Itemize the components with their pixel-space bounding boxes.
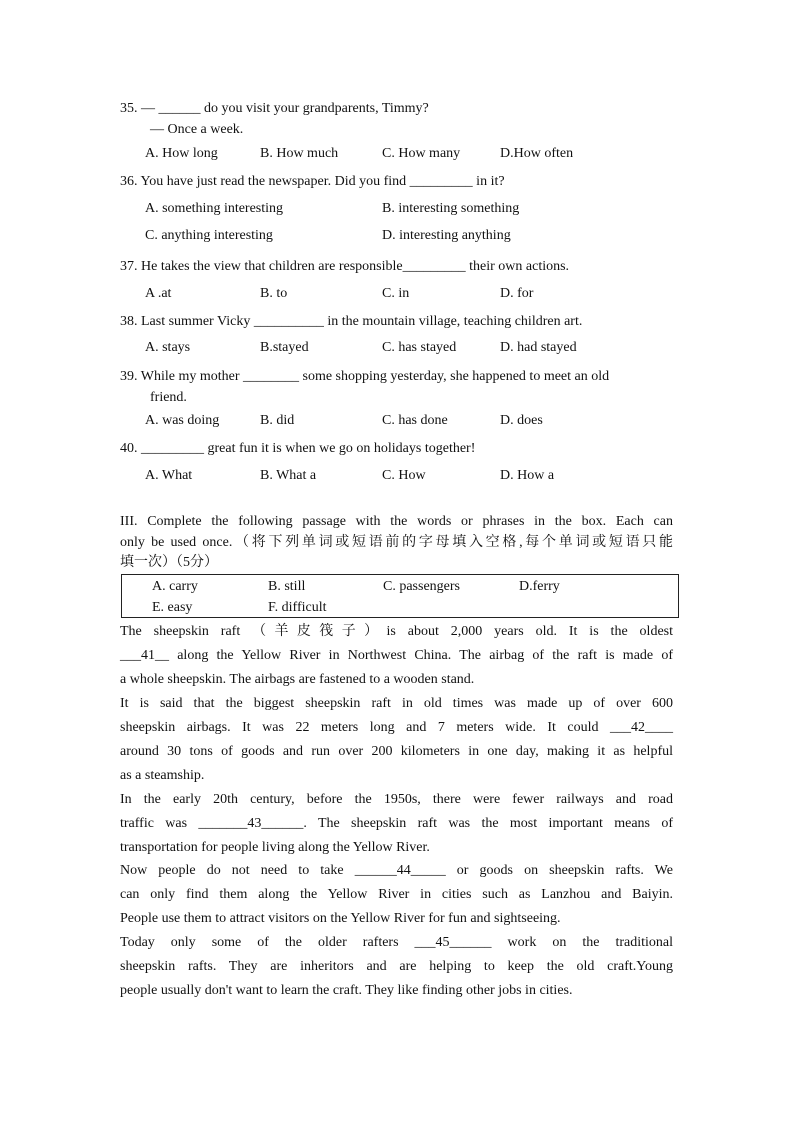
question-36: 36. You have just read the newspaper. Did you find _________ in it? [120, 174, 505, 189]
option-a[interactable]: A. What [145, 468, 193, 483]
options-35 [145, 144, 685, 164]
option-d[interactable]: D. interesting anything [382, 228, 511, 243]
option-d[interactable]: D. does [500, 413, 543, 428]
passage-line: ___41__ along the Yellow River in Northwest China. The airbag of the raft is made of [120, 648, 673, 663]
options-36-row2 [145, 226, 685, 246]
passage-line: sheepskin rafts. They are inheritors and are helping to keep the old craft.Young [120, 959, 673, 974]
section-3-heading: only be used once.（将下列单词或短语前的字母填入空格,每个单词或短语只能 [120, 535, 673, 550]
option-a[interactable]: A. stays [145, 340, 191, 355]
word-box-row [122, 598, 680, 618]
option-c[interactable]: C. anything interesting [145, 228, 273, 243]
option-d[interactable]: D. How a [500, 468, 555, 483]
section-3-heading: III. Complete the following passage with the words or phrases in the box. Each can [120, 514, 673, 529]
passage-line: as a steamship. [120, 768, 205, 783]
options-37 [145, 284, 685, 304]
option-b[interactable]: B. What a [260, 468, 317, 483]
option-c[interactable]: C. has done [382, 413, 448, 428]
word-option-e: E. easy [152, 600, 193, 615]
option-d[interactable]: D. for [500, 286, 534, 301]
option-c[interactable]: C. has stayed [382, 340, 457, 355]
question-text: friend. [150, 390, 187, 405]
options-39 [145, 411, 685, 431]
passage-line: can only find them along the Yellow River in cities such as Lanzhou and Baiyin. [120, 887, 673, 902]
option-a[interactable]: A. was doing [145, 413, 220, 428]
option-b[interactable]: B. How much [260, 146, 339, 161]
word-option-f: F. difficult [268, 600, 327, 615]
question-text: 35. — ______ do you visit your grandparents, Timmy? [120, 101, 429, 116]
passage-line: Now people do not need to take ______44_____ or goods on sheepskin rafts. We [120, 863, 673, 878]
options-36-row1 [145, 199, 685, 219]
word-option-a: A. carry [152, 579, 198, 594]
option-a[interactable]: A. something interesting [145, 201, 284, 216]
question-text: 39. While my mother ________ some shopping yesterday, she happened to meet an old [120, 369, 610, 384]
option-d[interactable]: D. had stayed [500, 340, 577, 355]
question-35 [120, 98, 675, 140]
option-d[interactable]: D.How often [500, 146, 574, 161]
option-a[interactable]: A .at [145, 286, 172, 301]
passage-line: around 30 tons of goods and run over 200 kilometers in one day, making it as helpful [120, 744, 673, 759]
passage-line: It is said that the biggest sheepskin raft in old times was made up of over 600 [120, 696, 673, 711]
option-a[interactable]: A. How long [145, 146, 218, 161]
question-37: 37. He takes the view that children are responsible_________ their own actions. [120, 259, 570, 274]
passage-line: Today only some of the older rafters ___45______ work on the traditional [120, 935, 673, 950]
options-40 [145, 466, 685, 486]
passage-line: People use them to attract visitors on the Yellow River for fun and sightseeing. [120, 911, 561, 926]
passage-line: traffic was _______43______. The sheepskin raft was the most important means of [120, 816, 673, 831]
passage-line: sheepskin airbags. It was 22 meters long and 7 meters wide. It could ___42____ [120, 720, 673, 735]
word-option-d: D.ferry [519, 579, 560, 594]
option-c[interactable]: C. How many [382, 146, 461, 161]
option-b[interactable]: B. interesting something [382, 201, 520, 216]
passage-line: transportation for people living along the Yellow River. [120, 840, 430, 855]
question-38: 38. Last summer Vicky __________ in the mountain village, teaching children art. [120, 314, 583, 329]
passage-line: The sheepskin raft （羊皮筏子）is about 2,000 years old. It is the oldest [120, 624, 673, 639]
word-box [121, 574, 679, 618]
option-c[interactable]: C. How [382, 468, 426, 483]
option-c[interactable]: C. in [382, 286, 410, 301]
word-option-c: C. passengers [383, 579, 460, 594]
passage-line: In the early 20th century, before the 1950s, there were fewer railways and road [120, 792, 673, 807]
question-40: 40. _________ great fun it is when we go on holidays together! [120, 441, 476, 456]
option-b[interactable]: B.stayed [260, 340, 309, 355]
passage-line: people usually don't want to learn the craft. They like finding other jobs in cities. [120, 983, 573, 998]
word-option-b: B. still [268, 579, 306, 594]
options-38 [145, 338, 685, 358]
section-3-heading: 填一次）（5分） [120, 555, 218, 570]
word-box-row [122, 577, 680, 597]
option-b[interactable]: B. to [260, 286, 288, 301]
passage-line: a whole sheepskin. The airbags are fastened to a wooden stand. [120, 672, 475, 687]
question-text: — Once a week. [150, 122, 244, 137]
option-b[interactable]: B. did [260, 413, 295, 428]
question-39 [120, 366, 675, 408]
